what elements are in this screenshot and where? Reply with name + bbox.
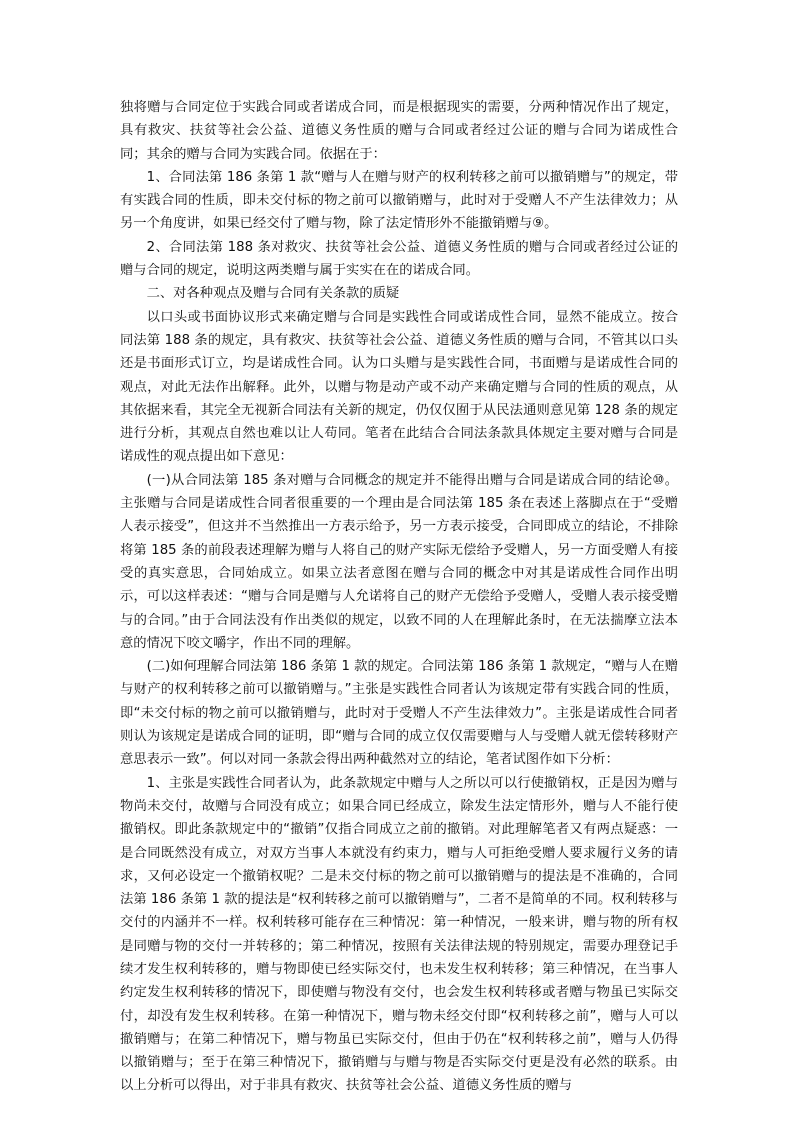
document-page [120, 96, 678, 1111]
body-paragraph: 独将赠与合同定位于实践合同或者诺成合同，而是根据现实的需要，分两种情况作出了规定，具有救灾、扶贫等社会公益、道德义务性质的赠与合同或者经过公证的赠与合同为诺成性合同；其余的赠与合同为实践合同。依据在于： [120, 100, 678, 162]
body-paragraph: (二)如何理解合同法第 186 条第 1 款的规定。合同法第 186 条第 1 款规定，“赠与人在赠与财产的权利转移之前可以撤销赠与。”主张是实践性合同者认为该规定带有实践合同的性质，即“未交付标的物之前可以撤销赠与，此时对于受赠人不产生法律效力”。主张是诺成性合同者则认为该规定是诺成合同的证明，即“赠与合同的成立仅仅需要赠与人与受赠人就无偿转移财产意思表示一致”。何以对同一条款会得出两种截然对立的结论，笔者试图作如下分析： [120, 659, 678, 768]
body-paragraph: 以口头或书面协议形式来确定赠与合同是实践性合同或诺成性合同，显然不能成立。按合同法第 188 条的规定，具有救灾、扶贫等社会公益、道德义务性质的赠与合同，不管其以口头还是书面形式订立，均是诺成性合同。认为口头赠与是实践性合同，书面赠与是诺成性合同的观点，对此无法作出解释。此外，以赠与物是动产或不动产来确定赠与合同的性质的观点，从其依据来看，其完全无视新合同法有关新的规定，仍仅仅囿于从民法通则意见第 128 条的规定进行分析，其观点自然也难以让人苟同。笔者在此结合合同法条款具体规定主要对赠与合同是诺成性的观点提出如下意见： [120, 309, 678, 465]
body-paragraph: 2、合同法第 188 条对救灾、扶贫等社会公益、道德义务性质的赠与合同或者经过公证的赠与合同的规定，说明这两类赠与属于实实在在的诺成合同。 [120, 239, 678, 279]
section-heading: 二、对各种观点及赠与合同有关条款的质疑 [146, 286, 400, 302]
body-paragraph: 1、主张是实践性合同者认为，此条款规定中赠与人之所以可以行使撤销权，正是因为赠与物尚未交付，故赠与合同没有成立；如果合同已经成立，除发生法定情形外，赠与人不能行使撤销权。即此条款规定中的“撤销”仅指合同成立之前的撤销。对此理解笔者又有两点疑惑：一是合同既然没有成立，对双方当事人本就没有约束力，赠与人可拒绝受赠人要求履行义务的请求，又何必设定一个撤销权呢？二是未交付标的物之前可以撤销赠与的提法是不准确的，合同法第 186 条第 1 款的提法是“权利转移之前可以撤销赠与”，二者不是简单的不同。权利转移与交付的内涵并不一样。权利转移可能存在三种情况：第一种情况，一般来讲，赠与物的所有权是同赠与物的交付一并转移的；第二种情况，按照有关法律法规的特别规定，需要办理登记手续才发生权利转移的，赠与物即使已经实际交付，也未发生权利转移；第三种情况，在当事人约定发生权利转移的情况下，即使赠与物没有交付，也会发生权利转移或者赠与物虽已实际交付，却没有发生权利转移。在第一种情况下，赠与物未经交付即“权利转移之前”，赠与人可以撤销赠与；在第二种情况下，赠与物虽已实际交付，但由于仍在“权利转移之前”，赠与人仍得以撤销赠与；至于在第三种情况下，撤销赠与与赠与物是否实际交付更是没有必然的联系。由以上分析可以得出，对于非具有救灾、扶贫等社会公益、道德义务性质的赠与 [120, 775, 678, 1094]
body-paragraph: (一)从合同法第 185 条对赠与合同概念的规定并不能得出赠与合同是诺成合同的结论⑩。主张赠与合同是诺成性合同者很重要的一个理由是合同法第 185 条在表述上落脚点在于“受赠人表示接受”，但这并不当然推出一方表示给予，另一方表示接受，合同即成立的结论，不排除将第 185 条的前段表述理解为赠与人将自己的财产实际无偿给予受赠人，另一方面受赠人有接受的真实意思，合同始成立。如果立法者意图在赠与合同的概念中对其是诺成性合同作出明示，可以这样表述：“赠与合同是赠与人允诺将自己的财产无偿给予受赠人，受赠人表示接受赠与的合同。”由于合同法没有作出类似的规定，以致不同的人在理解此条时，在无法揣摩立法本意的情况下咬文嚼字，作出不同的理解。 [120, 472, 678, 651]
body-paragraph: 1、合同法第 186 条第 1 款“赠与人在赠与财产的权利转移之前可以撤销赠与”的规定，带有实践合同的性质，即未交付标的物之前可以撤销赠与，此时对于受赠人不产生法律效力；从另一个角度讲，如果已经交付了赠与物，除了法定情形外不能撤销赠与⑨。 [120, 169, 678, 232]
